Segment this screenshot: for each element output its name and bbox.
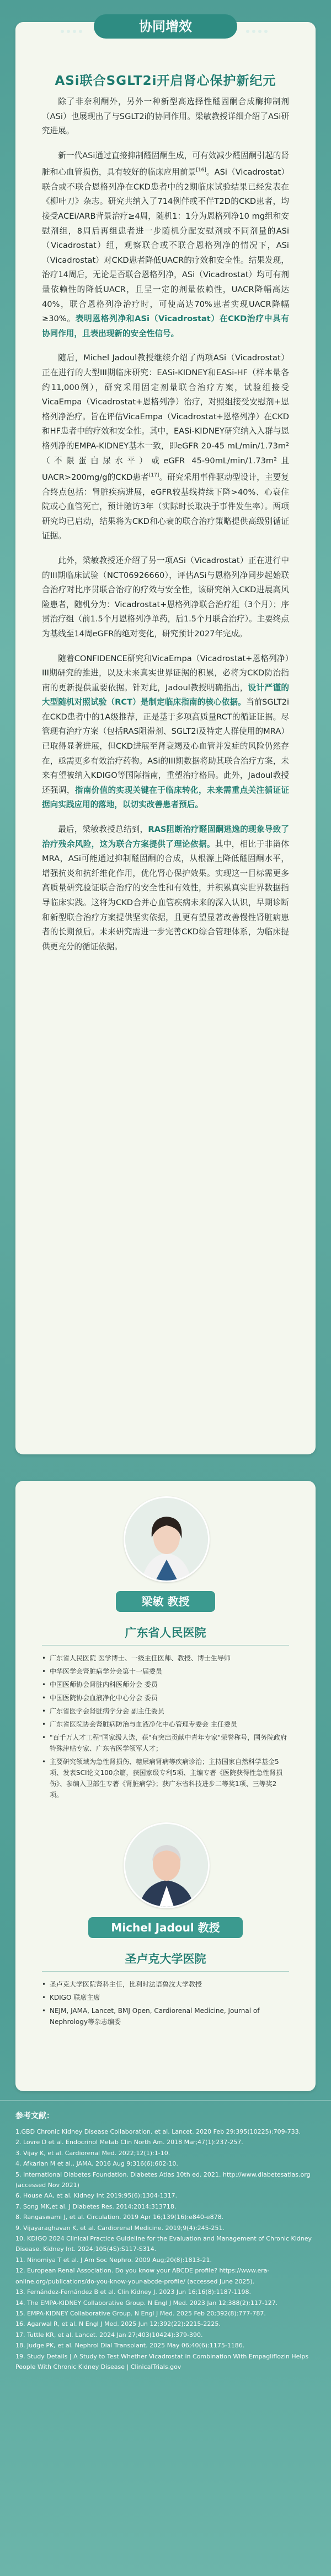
- reference-item: 16. Agarwal R, et al. N Engl J Med. 2025 Jun 12;392(22):2215-2225.: [15, 2320, 221, 2328]
- reference-item: 8. Rangaswami J, et al. Circulation. 2019 Apr 16;139(16):e840-e878.: [15, 2214, 224, 2221]
- reference-item: 12. European Renal Association. Do you know your ABCDE profile? https://www.era-online.org/publications/do-you-know-your-abcde-profile/ (accessed June 2025).: [15, 2267, 270, 2285]
- highlight-text: RAS阻断治疗醛固酮逃逸的现象导致了治疗残余风险，这为联合方案提供了理论依据。: [42, 825, 289, 849]
- body-text: 此外，梁敏教授还介绍了另一项ASi（Vicadrostat）正在进行中的III期临床试验（NCT06926660），评估ASi与恩格列净同步起始联合治疗对比序贯联合治疗的疗效与安全性，该研究纳入CKD进展高风险患者，随机分为：Vicadrostat+恩格列净联合治疗组（3个月）；序贯治疗组（前1.5个月恩格列净单药，后1.5个月联合治疗）。主要终点为基线至14周eGFR的绝对变化，研究预计2027年完成。: [42, 555, 289, 638]
- reference-item: 7. Song MK,et al. J Diabetes Res. 2014;2014:313718.: [15, 2202, 177, 2210]
- paragraph-1: [42, 95, 289, 139]
- decorative-dots-right: [246, 25, 279, 28]
- decorative-dots-left: [61, 25, 94, 28]
- paragraph-4: [42, 554, 289, 642]
- reference-item: 4. Afkarian M et al., JAMA. 2016 Aug 9;316(6):602-10.: [15, 2160, 178, 2168]
- expert-role-item: • "百千万人才工程"国家级人选，获"有突出贡献中青年专家"荣誉称号，国务院政府特殊津贴专家、广东省医学领军人才；: [42, 1732, 289, 1754]
- expert-role-item: • 中华医学会肾脏病学分会第十一届委员: [42, 1666, 289, 1677]
- reference-item: 5. International Diabetes Foundation. Diabetes Atlas 10th ed. 2021. http://www.diabetesatlas.org (accessed Nov 2021): [15, 2171, 311, 2189]
- expert-role-item: • 圣卢克大学医院肾科主任，比利时法语鲁汶大学教授: [42, 1979, 289, 1990]
- expert-role-item: • 中国医师协会肾脏内科医师分会 委员: [42, 1679, 289, 1690]
- reference-item: 11. Ninomiya T et al. J Am Soc Nephro. 2009 Aug;20(8):1813-21.: [15, 2256, 212, 2264]
- body-text: 其中，相比于非甾体MRA，ASi可能通过抑制醛固酮的合成，从根源上降低醛固酮水平，增强抗炎和抗纤维化作用，优化肾心保护效果。实现这一目标需更多高质量研究验证联合治疗的安全性和有效性，并积累真实世界数据指导临床实践。这将为CKD合并心血管疾病未来的深入认识，早期诊断和新型联合治疗方案提供坚实依据，且更有望显著改善慢性肾脏病患者的长期预后。未来研究需进一步完善CKD综合管理体系，为临床提供更充分的循证依据。: [42, 839, 289, 951]
- expert-role-item: • 广东省人民医院 医学博士、一级主任医师、教授、博士生导师: [42, 1653, 289, 1664]
- expert-roles-liang-min: [42, 1653, 289, 1803]
- paragraph-3: [42, 351, 289, 544]
- highlight-text: 表明恩格列净和ASi（Vicadrostat）在CKD治疗中具有协同作用，且表出现新的安全性信号。: [42, 314, 290, 338]
- expert-affiliation-michel-jadoul: 圣卢克大学医院: [125, 1952, 206, 1966]
- reference-item: 1.GBD Chronic Kidney Disease Collaboration. et al. Lancet. 2020 Feb 29;395(10225):709-733.: [15, 2128, 301, 2135]
- reference-item: 10. KDIGO 2024 Clinical Practice Guideline for the Evaluation and Management of Chronic Kidney Disease. Kidney Int. 2024;105(4S):S117-S314.: [15, 2235, 312, 2253]
- reference-item: 17. Tuttle KR, et al. Lancet. 2024 Jan 27;403(10424):379-390.: [15, 2331, 203, 2339]
- body-text: 。研究采用事件驱动型设计，主要复合终点包括：肾脏疾病进展，eGFR较基线持续下降>40%、心衰住院或心血管死亡，预计随访3年（实际时长取决于事件发生率）。两项研究均已启动，结果将为CKD和心衰的联合治疗策略提供高级别循证证据。: [42, 472, 289, 541]
- references-list: [15, 2126, 316, 2372]
- portrait-michel-jadoul-icon: [125, 1824, 208, 1907]
- experts-card: [15, 1481, 316, 2091]
- references-title: 参考文献：: [15, 2112, 54, 2120]
- expert-name-liang-min: 梁敏 教授: [116, 1591, 215, 1612]
- portrait-liang-min-icon: [125, 1498, 208, 1581]
- expert-role-item: • NEJM, JAMA, Lancet, BMJ Open, Cardiorenal Medicine, Journal of Nephrology等杂志编委: [42, 2005, 289, 2027]
- body-text: 。ASi（Vicadrostat）联合或不联合恩格列净在CKD患者中的2期临床试验结果已经发表在《柳叶刀》杂志。研究共纳入了714例伴或不伴T2D的CKD患者，均接受ACEi/ARB背景治疗≥4周，随机1：1分为恩格列净10 mg组和安慰剂组，8周后再组患者进一步随机分配安慰剂或不同剂量的ASi（Vicadrostat）组，观察联合或不联合恩格列净的情况下，ASi（Vicadrostat）对CKD患者降低UACR的疗效和安全性。结果发现，治疗14周后，无论是否联合恩格列净，ASi（Vicadrostat）均可有剂量依赖性的降低UACR，且呈一定的剂量依赖性，UACR降幅高达40%，联合恩格列净治疗时，可使高达70%患者实现UACR降幅≥30%。: [42, 167, 289, 324]
- expert-affiliation-liang-min: 广东省人民医院: [125, 1626, 206, 1639]
- article-body: [42, 95, 289, 964]
- expert-role-item: • 广东省医院协会肾脏病防治与血液净化中心管理专委会 主任委员: [42, 1719, 289, 1730]
- avatar-michel-jadoul: [124, 1822, 210, 1908]
- expert-role-item: • 广东省医学会肾脏病学分会 副主任委员: [42, 1706, 289, 1717]
- paragraph-2: [42, 149, 289, 342]
- references-divider: [0, 2100, 331, 2101]
- reference-item: 2. Lovre D et al. Endocrinol Metab Clin North Am. 2018 Mar;47(1):237-257.: [15, 2139, 243, 2146]
- expert-role-item: • KDIGO 联席主席: [42, 1992, 289, 2003]
- reference-item: 13. Fernández-Fernández B et al. Clin Kidney J. 2023 Jun 16;16(8):1187-1198.: [15, 2288, 252, 2296]
- reference-item: 19. Study Details | A Study to Test Whether Vicadrostat in Combination With Empagliflozin Helps People With Chronic Kidney Disease | ClinicalTrials.gov: [15, 2352, 309, 2371]
- references-section: [15, 2110, 316, 2372]
- body-text: 当前SGLT2i在CKD患者中的1A级推荐，正是基于多项高质量RCT的循证证据。尽管现有治疗方案（包括RAS阻滞剂、SGLT2i及特定人群使用的MRA）已取得显著进展，但CKD进展至肾衰竭及心血管并发症的风险仍然存在，亟需更多有效治疗药物。ASi的III期数据将助其联合治疗方案，未来有望被纳入KDIGO等国际指南，重塑治疗格局。此外，Jadoul教授还强调，: [42, 697, 289, 795]
- avatar-liang-min: [124, 1496, 210, 1582]
- body-text: 最后，梁敏教授总结到，: [58, 825, 148, 835]
- citation-marker: [16]: [196, 167, 206, 174]
- reference-item: 15. EMPA-KIDNEY Collaborative Group. N Engl J Med. 2025 Feb 20;392(8):777-787.: [15, 2309, 266, 2317]
- highlight-text: 设计严谨的大型随机对照试验（RCT）是制定临床指南的核心依据。: [42, 683, 289, 707]
- divider-michel-jadoul: [42, 1971, 289, 1972]
- article-card: [15, 22, 316, 1454]
- paragraph-5: [42, 652, 289, 813]
- reference-item: 14. The EMPA-KIDNEY Collaborative Group. N Engl J Med. 2023 Jan 12;388(2):117-127.: [15, 2299, 278, 2307]
- expert-role-item: • 主要研究领域为急性肾损伤、糖尿病肾病等疾病诊治；主持国家自然科学基金5项、发表SCI论文100余篇，获国家级专利5项、主编专著《医院获得性急性肾损伤》、参编入卫部生专著《肾脏病学》；获广东省科技进步二等奖1项、三等奖2项。: [42, 1756, 289, 1800]
- body-text: 随后，Michel Jadoul教授继续介绍了两项ASi（Vicadrostat）正在进行的大型III期临床研究：EASi-KIDNEY和EASi-HF（样本量各约11,000例），研究采用固定剂量联合治疗方案，试验组接受VicaEmpa（Vicadrostat+恩格列净）治疗，对照组接受安慰剂+恩格列净治疗。旨在评估VicaEmpa（Vicadrostat+恩格列净）在CKD和HF患者中的疗效和安全性。其中，EASi-KIDNEY研究纳入入群与恩格列净的EMPA-KIDNEY基本一致，即eGFR 20-45 mL/min/1.73m²（不限蛋白尿水平）或eGFR 45-90mL/min/1.73m²且UACR>200mg/g的CKD患者: [42, 353, 289, 482]
- section-subtitle: ASi联合SGLT2i开启肾心保护新纪元: [55, 74, 276, 88]
- expert-name-michel-jadoul: Michel Jadoul 教授: [88, 1917, 243, 1938]
- reference-item: 3. Vijay K, et al. Cardiorenal Med. 2022;12(1):1-10.: [15, 2149, 170, 2157]
- section-title: 协同增效: [94, 14, 237, 39]
- divider-liang-min: [42, 1645, 289, 1646]
- reference-item: 9. Vijayaraghavan K, et al. Cardiorenal Medicine. 2019;9(4):245-251.: [15, 2224, 225, 2232]
- body-text: 除了非奈利酮外，另外一种新型高选择性醛固酮合成酶抑制剂（ASi）也展现出了与SGLT2i的协同作用。梁敏教授详细介绍了ASi研究进展。: [42, 97, 289, 136]
- highlight-text: 指南价值的实现关键在于临床转化，未来需重点关注循证证据向实践应用的落地，以切实改善患者预后。: [42, 785, 289, 810]
- body-text: 随着CONFIDENCE研究和VicaEmpa（Vicadrostat+恩格列净）III期研究的推进，以及未来真实世界证据的积累，必将为CKD防治指南的更新提供重要依据。针对此，Jadoul教授明确指出，: [42, 653, 289, 692]
- paragraph-6: [42, 822, 289, 954]
- expert-role-item: • 中国医院协会血液净化中心分会 委员: [42, 1692, 289, 1703]
- expert-roles-michel-jadoul: [42, 1979, 289, 2030]
- reference-item: 18. Judge PK, et al. Nephrol Dial Transplant. 2025 May 06;40(6):1175-1186.: [15, 2342, 245, 2350]
- body-text: 新一代ASi通过直接抑制醛固酮生成，可有效减少醛固酮引起的肾脏和心血管损伤，具有较好的临床应用前景: [42, 150, 289, 177]
- reference-item: 6. House AA, et al. Kidney Int 2019;95(6):1304-1317.: [15, 2192, 178, 2200]
- citation-marker: [17]: [148, 473, 159, 479]
